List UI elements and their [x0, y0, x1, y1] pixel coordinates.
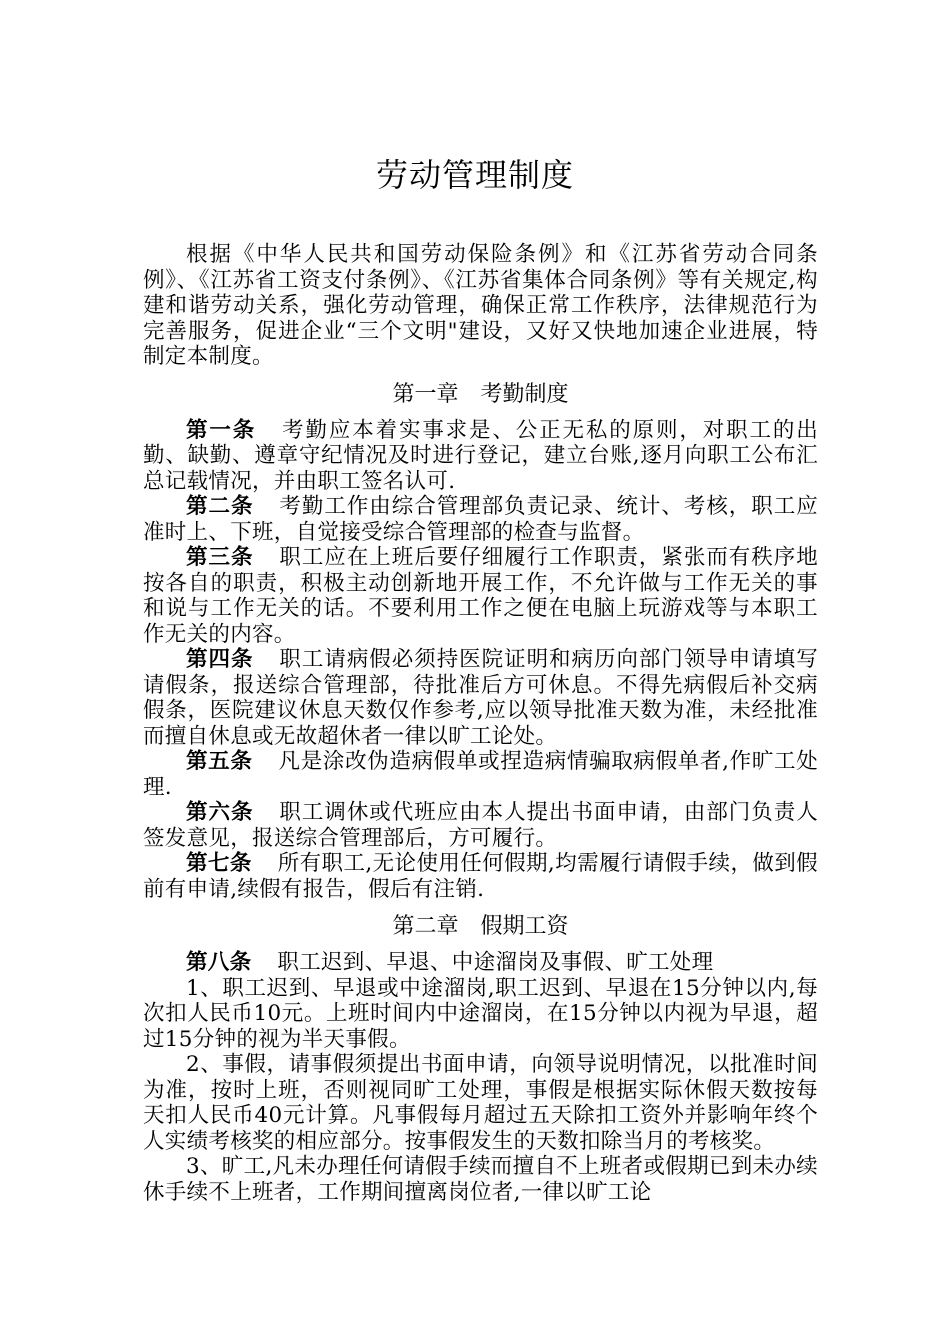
article-text: 所有职工,无论使用任何假期,均需履行请假手续，做到假前有申请,续假有报告，假后有注销. — [143, 851, 818, 902]
article-text: 职工调休或代班应由本人提出书面申请，由部门负责人签发意见，报送综合管理部后，方可履行。 — [143, 800, 819, 851]
article-paragraph — [143, 494, 818, 545]
list-item: 1、职工迟到、早退或中途溜岗,职工迟到、早退在15分钟以内,每次扣人民币10元。上班时间内中途溜岗，在15分钟以内视为早退，超过15分钟的视为半天事假。 — [143, 975, 818, 1052]
article-label: 第一条 — [186, 417, 257, 443]
chapter-title: 假期工资 — [480, 914, 569, 939]
chapter-title: 考勤制度 — [480, 381, 569, 407]
article-label: 第八条 — [186, 950, 252, 975]
article-paragraph — [143, 800, 818, 851]
article-label: 第五条 — [186, 749, 253, 774]
chapter-heading-1 — [143, 378, 818, 412]
list-item: 2、事假，请事假须提出书面申请，向领导说明情况，以批准时间为准，按时上班，否则视同旷工处理，事假是根据实际休假天数按每天扣人民币40元计算。凡事假每月超过五天除扣工资外并影响年终个人实绩考核奖的相应部分。按事假发生的天数扣除当月的考核奖。 — [143, 1052, 818, 1154]
article-label: 第六条 — [186, 800, 254, 825]
article-paragraph — [143, 851, 818, 902]
list-item: 3、旷工,凡未办理任何请假手续而擅自不上班者或假期已到未办续休手续不上班者，工作期间擅离岗位者,一律以旷工论 — [143, 1154, 818, 1205]
article-text: 考勤应本着实事求是、公正无私的原则，对职工的出勤、缺勤、遵章守纪情况及时进行登记，建立台账,逐月向职工公布汇总记载情况，并由职工签名认可. — [143, 417, 818, 494]
article-paragraph — [143, 545, 818, 647]
chapter-number: 第二章 — [392, 914, 459, 939]
article-label: 第四条 — [186, 647, 254, 672]
chapter-heading-2 — [143, 910, 818, 944]
article-paragraph — [143, 418, 818, 495]
preamble-paragraph: 根据《中华人民共和国劳动保险条例》和《江苏省劳动合同条例》、《江苏省工资支付条例》、《江苏省集体合同条例》等有关规定,构建和谐劳动关系，强化劳动管理，确保正常工作秩序，法律规范行为完善服务，促进企业“三个文明"建设，又好又快地加速企业进展，特制定本制度。 — [143, 242, 818, 369]
document-body — [143, 242, 818, 1205]
article-paragraph — [143, 647, 818, 749]
article-text: 考勤工作由综合管理部负责记录、统计、考核，职工应准时上、下班，自觉接受综合管理部的检查与监督。 — [143, 494, 819, 545]
document-title: 劳动管理制度 — [375, 156, 574, 194]
article-label: 第二条 — [186, 494, 254, 519]
article-text: 职工迟到、早退、中途溜岗及事假、旷工处理 — [277, 950, 714, 975]
article-label: 第三条 — [186, 545, 254, 570]
article-label: 第七条 — [186, 851, 252, 876]
article-text: 职工请病假必须持医院证明和病历向部门领导申请填写请假条，报送综合管理部，待批准后方可休息。不得先病假后补交病假条，医院建议休息天数仅作参考,应以领导批准天数为准，未经批准而擅自休息或无故超休者一律以旷工论处。 — [143, 647, 819, 749]
article-text: 职工应在上班后要仔细履行工作职责，紧张而有秩序地按各自的职责，积极主动创新地开展工作，不允许做与工作无关的事和说与工作无关的话。不要利用工作之便在电脑上玩游戏等与本职工作无关的内容。 — [143, 545, 819, 647]
article-paragraph — [143, 749, 818, 800]
article-text: 凡是涂改伪造病假单或捏造病情骗取病假单者,作旷工处理. — [143, 749, 818, 800]
article-paragraph — [143, 950, 818, 976]
chapter-number: 第一章 — [392, 381, 459, 407]
